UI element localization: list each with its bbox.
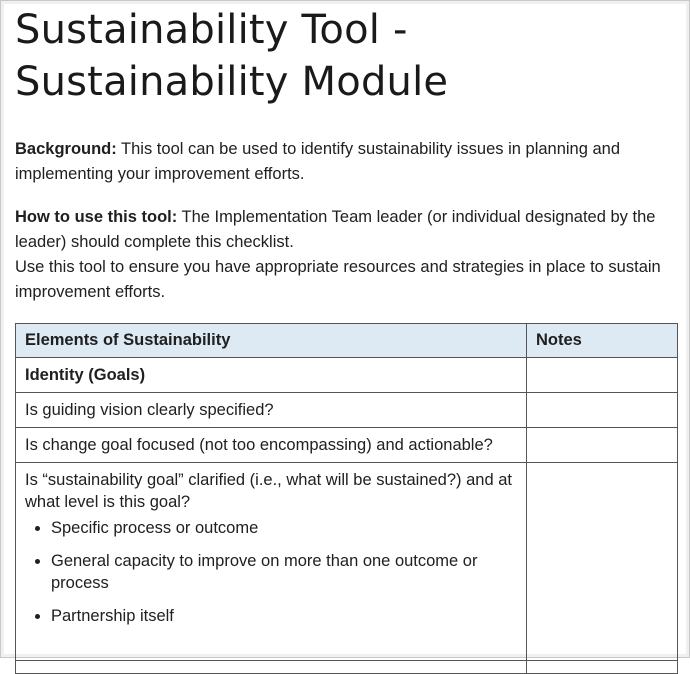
element-cell: Is change goal focused (not too encompassing) and actionable? xyxy=(16,428,527,463)
table-row xyxy=(16,428,678,463)
list-item: • Partnership itself xyxy=(51,605,517,627)
how-to-use-paragraph xyxy=(15,205,679,305)
list-item: • General capacity to improve on more than one outcome or process xyxy=(51,550,517,594)
table-header-row xyxy=(16,324,678,358)
section-identity-goals: Identity (Goals) xyxy=(16,358,527,393)
header-notes: Notes xyxy=(527,324,678,358)
notes-cell[interactable] xyxy=(527,661,678,674)
table-row xyxy=(16,463,678,661)
background-label: Background: xyxy=(15,140,117,158)
notes-cell[interactable] xyxy=(527,428,678,463)
table-row xyxy=(16,393,678,428)
table-row xyxy=(16,661,678,674)
sustainability-table xyxy=(15,323,678,674)
how-to-use-text: The Implementation Team leader (or individual designated by the leader) should complete this checklist. xyxy=(15,208,656,251)
element-cell xyxy=(16,661,527,674)
background-text: This tool can be used to identify sustainability issues in planning and implementing your improvement efforts. xyxy=(15,140,621,183)
notes-cell[interactable] xyxy=(527,393,678,428)
how-to-use-text-2: Use this tool to ensure you have appropriate resources and strategies in place to sustain improvement efforts. xyxy=(15,258,661,301)
notes-cell[interactable] xyxy=(527,463,678,661)
list-item: • Specific process or outcome xyxy=(51,517,517,539)
table-row xyxy=(16,358,678,393)
how-to-use-label: How to use this tool: xyxy=(15,208,178,226)
goal-level-list xyxy=(25,517,517,627)
element-cell xyxy=(16,463,527,661)
background-paragraph xyxy=(15,137,679,187)
document-page xyxy=(15,4,679,674)
element-cell: Is guiding vision clearly specified? xyxy=(16,393,527,428)
page-title: Sustainability Tool - Sustainability Module xyxy=(15,7,449,105)
header-elements: Elements of Sustainability xyxy=(16,324,527,358)
notes-cell[interactable] xyxy=(527,358,678,393)
element-text: Is “sustainability goal” clarified (i.e., what will be sustained?) and at what level is this goal? xyxy=(25,471,512,511)
